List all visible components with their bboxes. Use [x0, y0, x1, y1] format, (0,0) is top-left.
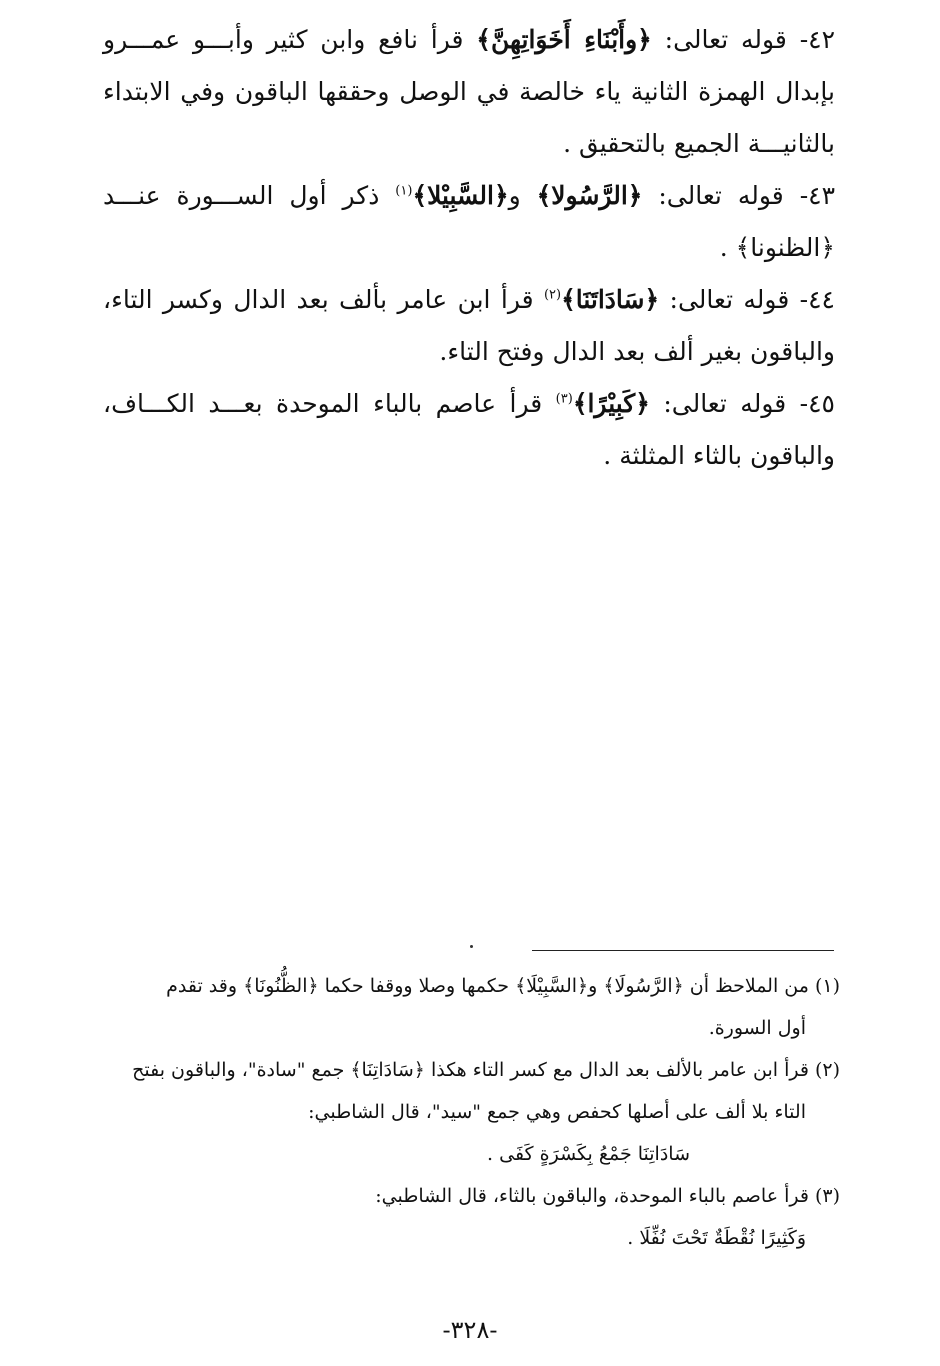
entry-text: قرأ نافع وابن كثير وأبـــو عمـــرو بإبدال الهمزة الثانية ياء خالصة في الوصل وحققها الباقون وفي الابتداء بالثانيـــة الجميع بالتحقيق . [103, 25, 835, 158]
entry-text: ذكر أول الســـورة عنـــد ﴿الظنونا﴾ . [103, 181, 835, 262]
main-text [103, 14, 835, 482]
entry-intro: قوله تعالى: [669, 285, 790, 314]
footnote-number: (٣) [814, 1185, 840, 1207]
entry-45 [103, 378, 835, 482]
connector: و [508, 181, 521, 210]
stray-dot [470, 945, 473, 948]
entry-intro: قوله تعالى: [658, 181, 784, 210]
footnote-3 [100, 1175, 840, 1259]
entry-42 [103, 14, 835, 170]
entry-number: ٤٤- [799, 285, 835, 314]
poem-verse: سَادَاتِنَا جَمْعُ بِكَسْرَةٍ كَفَى . [487, 1143, 690, 1165]
footnote-number: (١) [814, 975, 840, 997]
footnote-2 [100, 1049, 840, 1175]
quran-quote: ﴿وأَبْنَاءِ أَخَوَاتِهِنَّ﴾ [476, 25, 652, 54]
footnote-marker: (٣) [555, 391, 573, 407]
entry-44 [103, 274, 835, 378]
footnote-marker: (٢) [543, 287, 562, 303]
footnote-line: من الملاحظ أن ﴿الرَّسُولَا﴾ و﴿السَّبِيْلَا﴾ حكمها وصلا ووقفا حكما ﴿الظُّنُونَا﴾ وقد تقدم [166, 975, 809, 997]
quran-quote-2: ﴿السَّبِيْلا﴾ [412, 181, 509, 210]
quran-quote: ﴿كَبِيْرًا﴾ [572, 389, 650, 418]
entry-intro: قوله تعالى: [664, 25, 787, 54]
entry-number: ٤٣- [799, 181, 835, 210]
footnote-number: (٢) [814, 1059, 840, 1081]
entry-text: قرأ عاصم بالباء الموحدة بعـــد الكـــاف، والباقون بالثاء المثلثة . [103, 389, 835, 470]
page-number: -٣٢٨- [442, 1316, 498, 1344]
entry-intro: قوله تعالى: [663, 389, 787, 418]
poem-verse: وَكَثِيرًا نُقْطَةٌ تَحْتَ نُفِّلَا . [627, 1227, 806, 1249]
footnote-line: أول السورة. [708, 1017, 806, 1039]
footnote-1 [100, 965, 840, 1049]
entry-number: ٤٥- [799, 389, 835, 418]
footnote-line: قرأ ابن عامر بالألف بعد الدال مع كسر التاء هكذا ﴿سَادَاتِنَا﴾ جمع "سادة"، والباقون بفتح [132, 1059, 809, 1081]
footnote-marker: (١) [395, 183, 413, 199]
footnote-separator [532, 950, 834, 951]
quran-quote: ﴿الرَّسُولا﴾ [536, 181, 643, 210]
footnote-line: التاء بلا ألف على أصلها كحفص وهي جمع "سيد"، قال الشاطبي: [308, 1101, 806, 1123]
quran-quote: ﴿سَادَاتَنَا﴾ [561, 285, 660, 314]
entry-text: قرأ ابن عامر بألف بعد الدال وكسر التاء، والباقون بغير ألف بعد الدال وفتح التاء. [103, 285, 835, 366]
footnote-line: قرأ عاصم بالباء الموحدة، والباقون بالثاء، قال الشاطبي: [375, 1185, 809, 1207]
footnotes [100, 965, 840, 1259]
entry-number: ٤٢- [799, 25, 836, 54]
entry-43 [103, 170, 835, 274]
